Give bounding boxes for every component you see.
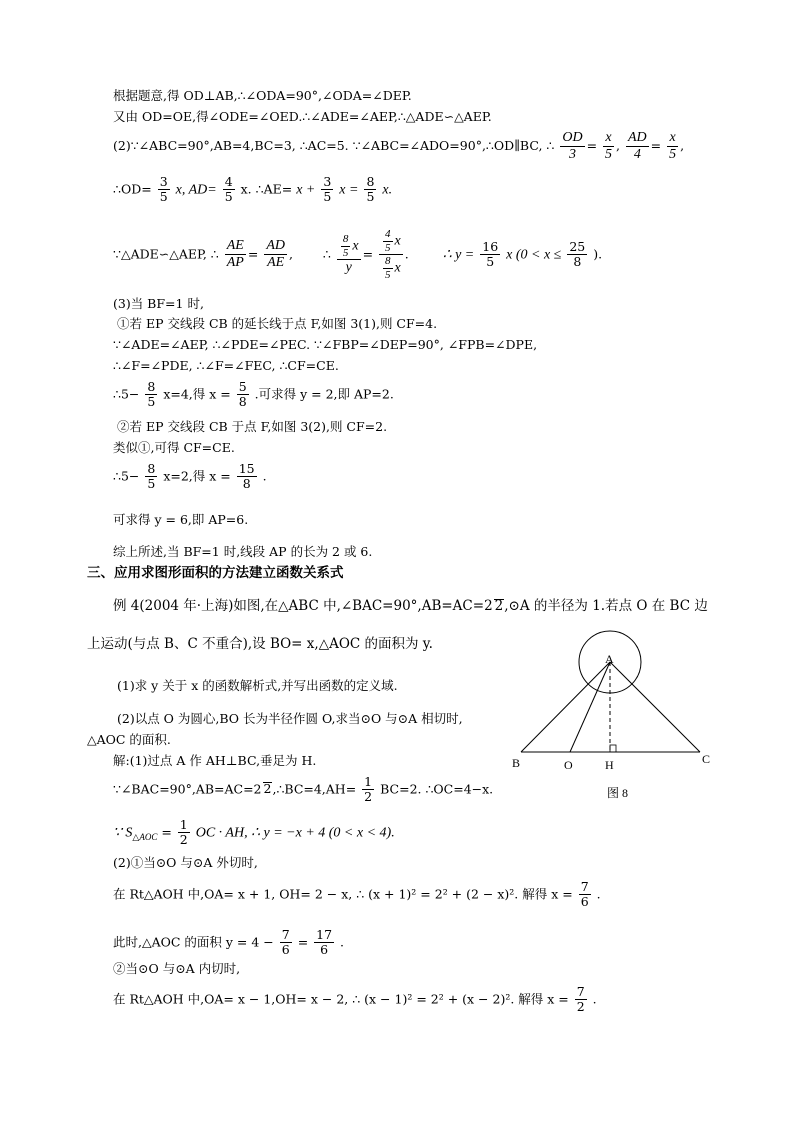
text-line: 又由 OD=OE,得∠ODE=∠OED.∴∠ADE=∠AEP,∴△ADE∽△AEP. bbox=[113, 109, 492, 124]
label-b: B bbox=[512, 756, 521, 770]
figure-caption: 图 8 bbox=[607, 786, 629, 800]
text-line: (3)当 BF=1 时, bbox=[113, 296, 204, 311]
solution-line: 在 Rt△AOH 中,OA= x − 1,OH= x − 2, ∴ (x − 1)² = 2² + (x − 2)². 解得 x = $\frac{7}{2}$ . bbox=[113, 984, 597, 1015]
compound-fraction: $\frac{8}{5}$ x y bbox=[337, 233, 361, 276]
text-line: 根据题意,得 OD⊥AB,∴∠ODA=90°,∠ODA=∠DEP. bbox=[113, 88, 412, 103]
text-line: 综上所述,当 BF=1 时,线段 AP 的长为 2 或 6. bbox=[113, 544, 373, 559]
question-1: (1)求 y 关于 x 的函数解析式,并写出函数的定义域. bbox=[117, 678, 398, 693]
solution-line: (2)①当⊙O 与⊙A 外切时, bbox=[113, 855, 258, 870]
question-2-cont: △AOC 的面积. bbox=[87, 732, 171, 747]
solution-line: ②当⊙O 与⊙A 内切时, bbox=[113, 961, 241, 976]
equation-line: ∵△ADE∽△AEP, ∴ $\frac{AE}{AP}$ = $\frac{AD}{AE}$ , ∴ $\frac{8}{5}$ x y = $\frac{4}{5}$ x $\frac{8}{5}$ x . ∴ y = $\frac{16}{5}$ x (0 < x ≤ $\frac{25}{8}$ ). bbox=[113, 228, 603, 281]
figure-8-drawing bbox=[508, 630, 720, 805]
text-line: ①若 EP 交线段 CB 的延长线于点 F,如图 3(1),则 CF=4. bbox=[117, 316, 438, 331]
solution-line: 在 Rt△AOH 中,OA= x + 1, OH= 2 − x, ∴ (x + 1)² = 2² + (2 − x)². 解得 x = $\frac{7}{6}$ . bbox=[113, 879, 601, 910]
side-ab bbox=[521, 662, 610, 752]
solution-line: 解:(1)过点 A 作 AH⊥BC,垂足为 H. bbox=[113, 753, 317, 768]
label-h: H bbox=[605, 758, 614, 772]
right-angle-mark bbox=[610, 745, 616, 752]
question-2: (2)以点 O 为圆心,BO 长为半径作圆 O,求当⊙O 与⊙A 相切时, bbox=[117, 711, 463, 726]
example-statement: 例 4(2004 年·上海)如图,在△ABC 中,∠BAC=90°,AB=AC=2 2,⊙A 的半径为 1.若点 O 在 BC 边 bbox=[113, 598, 708, 614]
segment-ao bbox=[570, 662, 610, 752]
figure-8 bbox=[508, 630, 720, 805]
compound-fraction: $\frac{4}{5}$ x $\frac{8}{5}$ x bbox=[379, 228, 403, 282]
side-ac bbox=[610, 662, 700, 752]
label-c: C bbox=[702, 752, 711, 766]
label-a: A bbox=[605, 652, 614, 666]
equation-line: ∴5− $\frac{8}{5}$ x=2,得 x = $\frac{15}{8}$ . bbox=[113, 461, 267, 492]
equation-line: (2)∵∠ABC=90°,AB=4,BC=3, ∴AC=5. ∵∠ABC=∠ADO=90°,∴OD∥BC, ∴ $\frac{OD}{3}$ = $\frac{x}{5}$ , $\frac{AD}{4}$ = $\frac{x}{5}$ , bbox=[113, 130, 685, 163]
solution-line: ∵∠BAC=90°,AB=AC=2 2,∴BC=4,AH= $\frac{1}{2}$ BC=2. ∴OC=4−x. bbox=[113, 774, 494, 805]
section-heading: 三、应用求图形面积的方法建立函数关系式 bbox=[87, 565, 344, 581]
example-statement: 上运动(与点 B、C 不重合),设 BO= x,△AOC 的面积为 y. bbox=[87, 636, 433, 652]
text-line: ∵∠ADE=∠AEP, ∴∠PDE=∠PEC. ∵∠FBP=∠DEP=90°, ∠FPB=∠DPE, bbox=[113, 337, 538, 352]
text-line: ②若 EP 交线段 CB 于点 F,如图 3(2),则 CF=2. bbox=[117, 419, 388, 434]
solution-line: ∵ $S_{\triangle AOC}$ = $\frac{1}{2}$ OC · AH, ∴ y = −x + 4 (0 < x < 4). bbox=[113, 817, 395, 848]
text-line: 可求得 y = 6,即 AP=6. bbox=[113, 512, 249, 527]
label-o: O bbox=[564, 758, 573, 772]
text-line: 类似①,可得 CF=CE. bbox=[113, 440, 235, 455]
equation-line: ∴OD= $\frac{3}{5}$ x, AD= $\frac{4}{5}$ x. ∴AE= x + $\frac{3}{5}$ x = $\frac{8}{5}$ x. bbox=[113, 174, 393, 205]
equation-line: ∴5− $\frac{8}{5}$ x=4,得 x = $\frac{5}{8}$ .可求得 y = 2,即 AP=2. bbox=[113, 379, 394, 410]
text-line: ∴∠F=∠PDE, ∴∠F=∠FEC, ∴CF=CE. bbox=[113, 358, 339, 373]
solution-line: 此时,△AOC 的面积 y = 4 − $\frac{7}{6}$ = $\frac{17}{6}$ . bbox=[113, 927, 345, 958]
